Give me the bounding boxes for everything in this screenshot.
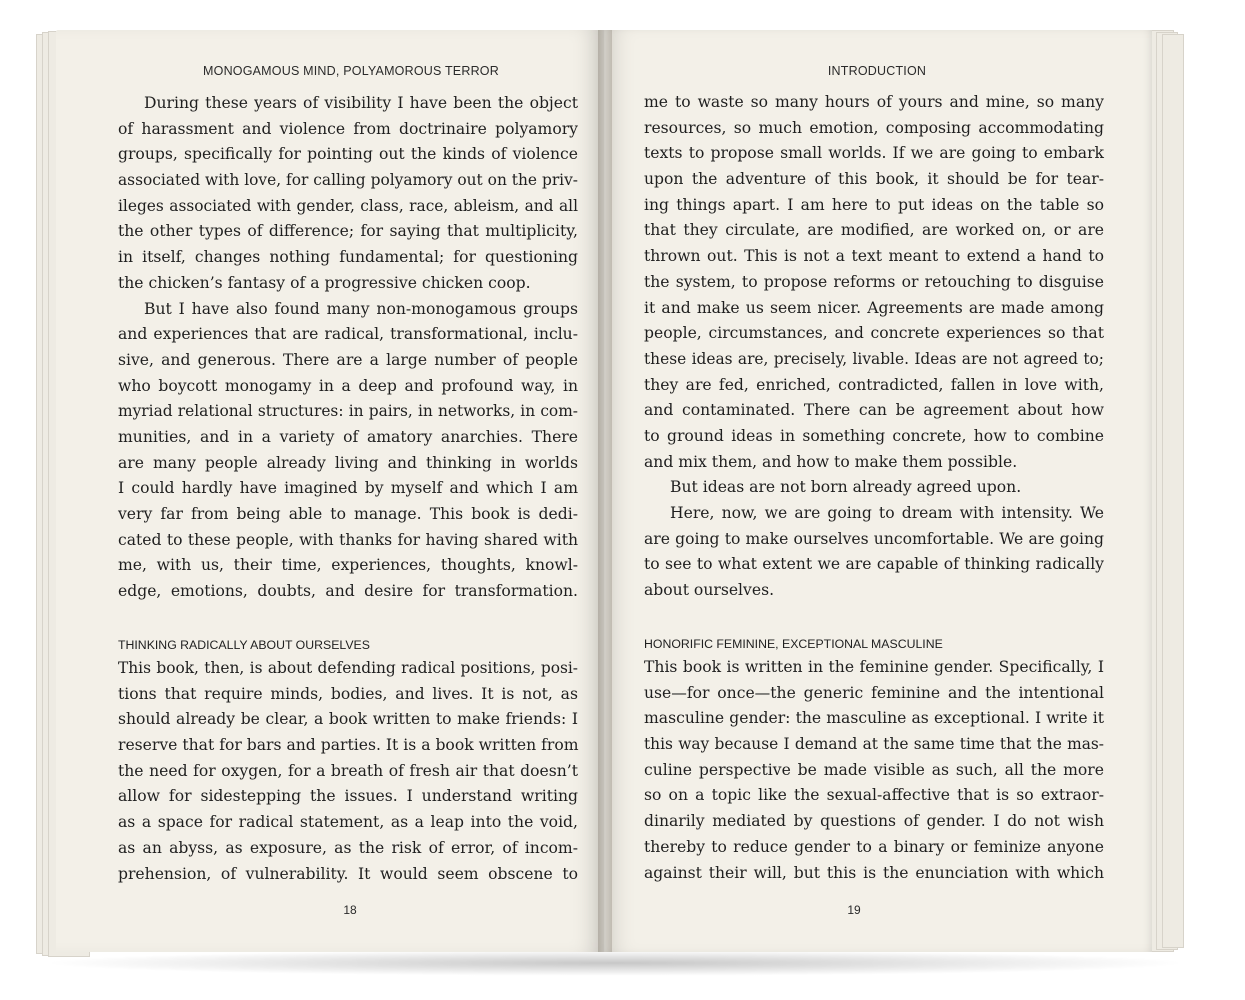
text-line: masculine gender: the masculine as exceptional. I write it	[644, 709, 1104, 728]
left-body-block-2	[118, 656, 578, 887]
text-line: thereby to reduce gender to a binary or feminize anyone	[644, 837, 1104, 856]
text-line: associated with love, for calling polyamory out on the priv-	[118, 171, 578, 190]
text-line: as a space for radical statement, as a leap into the void,	[118, 813, 578, 832]
text-line: to see to what extent we are capable of thinking radically	[644, 555, 1104, 574]
left-page	[56, 30, 604, 952]
text-line: tions that require minds, bodies, and lives. It is not, as	[118, 684, 578, 703]
text-line: cated to these people, with thanks for having shared with	[118, 530, 578, 549]
text-line: the system, to propose reforms or retouching to disguise	[644, 272, 1104, 291]
left-running-head: MONOGAMOUS MIND, POLYAMOROUS TERROR	[203, 64, 499, 78]
text-line: these ideas are, precisely, livable. Ideas are not agreed to;	[644, 349, 1104, 368]
text-line: it and make us seem nicer. Agreements are made among	[644, 298, 1104, 317]
right-running-head: INTRODUCTION	[827, 64, 927, 78]
right-section-heading: HONORIFIC FEMININE, EXCEPTIONAL MASCULINE	[644, 637, 943, 651]
text-line: resources, so much emotion, composing accommodating	[644, 118, 1104, 137]
text-line: and contaminated. There can be agreement about how	[644, 401, 1104, 420]
text-line: munities, and in a variety of amatory anarchies. There	[118, 427, 578, 446]
text-line: against their will, but this is the enunciation with which	[644, 863, 1104, 882]
text-line: Here, now, we are going to dream with intensity. We	[670, 504, 1104, 522]
text-line: that they circulate, are modified, are worked on, or are	[644, 221, 1104, 240]
right-page	[604, 30, 1152, 952]
text-line: who boycott monogamy in a deep and profound way, in	[118, 376, 578, 395]
text-line: ileges associated with gender, class, race, ableism, and all	[118, 196, 578, 215]
text-line: groups, specifically for pointing out the kinds of violence	[118, 145, 578, 164]
text-line: in itself, changes nothing fundamental; for questioning	[118, 248, 578, 267]
text-line: and experiences that are radical, transformational, inclu-	[118, 325, 578, 344]
text-line: ing things apart. I am here to put ideas on the table so	[644, 195, 1104, 214]
text-line: This book, then, is about defending radical positions, posi-	[118, 659, 578, 677]
text-line: as an abyss, as exposure, as the risk of error, of incom-	[118, 838, 578, 857]
text-line: this way because I demand at the same time that the mas-	[644, 735, 1104, 754]
right-page-number: 19	[847, 903, 861, 917]
text-line: prehension, of vulnerability. It would seem obscene to	[118, 864, 578, 883]
text-line: But ideas are not born already agreed upon.	[670, 478, 1022, 497]
text-line: This book is written in the feminine gender. Specifically, I	[644, 658, 1104, 676]
text-line: so on a topic like the sexual-affective that is so extraor-	[644, 786, 1104, 805]
text-line: dinarily mediated by questions of gender. I do not wish	[644, 812, 1104, 831]
text-line: use—for once—the generic feminine and the intentional	[644, 683, 1104, 702]
text-line: me to waste so many hours of yours and mine, so many	[644, 93, 1104, 111]
book-shadow	[40, 950, 1190, 976]
text-line: myriad relational structures: in pairs, in networks, in com-	[118, 402, 578, 421]
text-line: me, with us, their time, experiences, thoughts, knowl-	[118, 556, 578, 575]
text-line: they are fed, enriched, contradicted, fallen in love with,	[644, 375, 1104, 394]
text-line: upon the adventure of this book, it should be for tear-	[644, 170, 1104, 189]
text-line: are going to make ourselves uncomfortable. We are going	[644, 529, 1104, 548]
text-line: are many people already living and thinking in worlds	[118, 453, 578, 472]
left-page-number: 18	[343, 903, 357, 917]
text-line: and mix them, and how to make them possible.	[644, 452, 1018, 471]
text-line: During these years of visibility I have been the object	[144, 94, 578, 112]
text-line: people, circumstances, and concrete experiences so that	[644, 324, 1104, 343]
text-line: the need for oxygen, for a breath of fresh air that doesn’t	[118, 761, 578, 780]
text-line: culine perspective be made visible as such, all the more	[644, 760, 1104, 779]
text-line: texts to propose small worlds. If we are going to embark	[644, 144, 1104, 163]
text-line: to ground ideas in something concrete, how to combine	[644, 426, 1104, 445]
right-page-edges	[1162, 34, 1184, 948]
text-line: about ourselves.	[644, 581, 775, 600]
left-body-block-1	[118, 91, 578, 605]
text-line: reserve that for bars and parties. It is a book written from	[118, 736, 579, 755]
text-line: sive, and generous. There are a large number of people	[118, 350, 578, 369]
text-line: edge, emotions, doubts, and desire for transformation.	[118, 582, 578, 601]
text-line: I could hardly have imagined by myself and which I am	[118, 479, 578, 498]
right-body-block-1	[644, 90, 1104, 604]
text-line: very far from being able to manage. This book is dedi-	[118, 505, 578, 523]
left-section-heading: THINKING RADICALLY ABOUT OURSELVES	[118, 638, 370, 652]
text-line: allow for sidestepping the issues. I understand writing	[118, 787, 578, 806]
right-body-block-2	[644, 655, 1104, 886]
book-gutter	[598, 30, 612, 952]
text-line: the other types of difference; for saying that multiplicity,	[118, 222, 578, 241]
text-line: thrown out. This is not a text meant to extend a hand to	[644, 247, 1104, 266]
text-line: of harassment and violence from doctrinaire polyamory	[118, 119, 578, 138]
text-line: the chicken’s fantasy of a progressive chicken coop.	[118, 273, 531, 292]
text-line: should already be clear, a book written to make friends: I	[118, 710, 578, 729]
text-line: But I have also found many non-monogamous groups	[144, 299, 578, 318]
